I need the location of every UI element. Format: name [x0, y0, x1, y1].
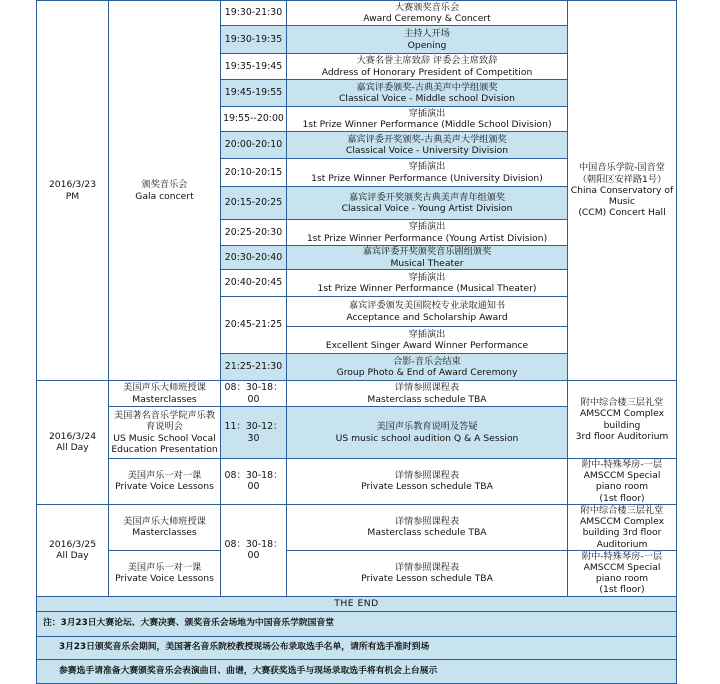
venue-line: AMSCCM Special piano room — [583, 470, 661, 493]
day24-date-cell — [37, 381, 109, 505]
gala-item-8 — [287, 220, 568, 246]
gala-venue-line: China Conservatory of Music — [570, 184, 674, 208]
schedule-table — [36, 0, 677, 684]
gala-item-11 — [287, 297, 568, 327]
gala-time-9: 20:30-20:40 — [221, 246, 287, 270]
day24-event-1 — [109, 407, 221, 459]
item-en: Private Lesson schedule TBA — [361, 481, 493, 493]
gala-venue-line: 中国音乐学院-国音堂 — [578, 162, 665, 174]
day24-item-1 — [287, 407, 568, 459]
gala-item-cn: 穿插演出 — [408, 221, 446, 233]
event-cn: 美国著名音乐学院声乐教育说明会 — [113, 410, 216, 433]
gala-item-cn: 嘉宾评委开奖颁奖音乐剧组颁奖 — [362, 246, 492, 258]
gala-item-en: Group Photo & End of Award Ceremony — [336, 367, 518, 378]
gala-item-en: 1st Prize Winner Performance (Middle School Division) — [302, 119, 552, 130]
day25-date: 2016/3/25 — [48, 539, 97, 551]
gala-item-cn: 穿插演出 — [408, 271, 446, 283]
gala-item-2 — [287, 54, 568, 80]
note-0: 注：3月23日大赛论坛、大赛决赛、颁奖音乐会场地为中国音乐学院国音堂 — [37, 611, 677, 636]
day24-venue-1 — [568, 381, 677, 459]
gala-item-en: Acceptance and Scholarship Award — [346, 311, 508, 323]
gala-event-en: Gala concert — [135, 190, 194, 202]
gala-item-en: Musical Theater — [390, 257, 464, 269]
day25-date-cell — [37, 504, 109, 596]
gala-item-4 — [287, 107, 568, 132]
gala-time-3: 19:45-19:55 — [221, 80, 287, 107]
gala-event-cn: 颁奖音乐会 — [141, 179, 188, 191]
day24-event-0 — [109, 381, 221, 407]
event-en: Masterclasses — [132, 527, 197, 539]
note-2: 参赛选手请准备大赛颁奖音乐会表演曲目、曲谱，大赛获奖选手与现场录取选手将有机会上台展示 — [37, 659, 677, 683]
venue-line: 附中-特殊琴房-一层 — [581, 459, 663, 470]
day24-venue-2 — [568, 459, 677, 505]
gala-venue-line: （朝阳区安祥路1号） — [577, 173, 667, 185]
item-cn: 详情参照课程表 — [394, 516, 460, 528]
gala-time-11: 20:45-21:25 — [221, 297, 287, 354]
gala-item-cn: 嘉宾评委颁发美国院校专业录取通知书 — [348, 300, 506, 312]
gala-item-en: Address of Honorary President of Competition — [321, 66, 533, 78]
venue-line: AMSCCM Complex building — [579, 408, 665, 431]
day24-date: 2016/3/24 — [48, 431, 97, 443]
gala-date: 2016/3/23 — [48, 179, 97, 191]
day25-time: 08：30-18：00 — [221, 504, 287, 596]
day24-event-2 — [109, 459, 221, 505]
day24-time-1: 11：30-12：30 — [221, 407, 287, 459]
venue-line: 附中-特殊琴房-一层 — [581, 550, 663, 562]
gala-item-0 — [287, 1, 568, 26]
gala-item-en: 1st Prize Winner Performance (Young Artist Division) — [306, 232, 548, 244]
day25-period: All Day — [56, 550, 89, 562]
gala-item-13 — [287, 354, 568, 381]
gala-item-1 — [287, 26, 568, 54]
event-en: Private Voice Lessons — [115, 481, 214, 493]
day24-time-2: 08：30-18：00 — [221, 459, 287, 505]
item-en: Masterclass schedule TBA — [367, 527, 487, 539]
gala-event-cell — [109, 1, 221, 381]
item-cn: 详情参照课程表 — [394, 470, 460, 482]
gala-item-3 — [287, 80, 568, 107]
day25-venue-0 — [568, 504, 677, 550]
item-en: Private Lesson schedule TBA — [361, 573, 493, 585]
gala-item-en: 1st Prize Winner Performance (Musical Theater) — [317, 283, 537, 294]
gala-item-cn: 穿插演出 — [408, 328, 446, 340]
venue-line: (1st floor) — [599, 584, 645, 596]
event-cn: 美国声乐一对一课 — [127, 561, 202, 573]
item-cn: 详情参照课程表 — [394, 382, 460, 394]
gala-item-7 — [287, 187, 568, 220]
gala-time-10: 20:40-20:45 — [221, 270, 287, 297]
gala-item-en: Award Ceremony & Concert — [363, 13, 491, 24]
gala-item-cn: 穿插演出 — [408, 107, 446, 119]
the-end: THE END — [37, 596, 677, 611]
gala-time-13: 21:25-21:30 — [221, 354, 287, 381]
gala-time-1: 19:30-19:35 — [221, 26, 287, 54]
gala-period: PM — [65, 190, 80, 202]
event-cn: 美国声乐大师班授课 — [123, 516, 206, 528]
venue-line: 附中综合楼三层礼堂 — [580, 397, 664, 409]
venue-line: AMSCCM Complex building 3rd floor Auditorium — [579, 516, 665, 550]
venue-line: 附中综合楼三层礼堂 — [580, 504, 664, 516]
item-en: Masterclass schedule TBA — [367, 393, 487, 405]
event-cn: 美国声乐一对一课 — [127, 470, 202, 482]
gala-item-en: Classical Voice - University Division — [345, 145, 509, 156]
day24-item-2 — [287, 459, 568, 505]
event-en: US Music School Vocal Education Presentation — [111, 432, 218, 455]
gala-time-6: 20:10-20:15 — [221, 159, 287, 187]
event-cn: 美国声乐大师班授课 — [123, 382, 206, 394]
gala-item-12 — [287, 327, 568, 354]
gala-time-2: 19:35-19:45 — [221, 54, 287, 80]
item-cn: 详情参照课程表 — [394, 561, 460, 573]
gala-time-8: 20:25-20:30 — [221, 220, 287, 246]
gala-venue-cell — [568, 1, 677, 381]
day24-item-0 — [287, 381, 568, 407]
gala-item-5 — [287, 132, 568, 159]
gala-venue-line: (CCM) Concert Hall — [578, 207, 666, 219]
venue-line: (1st floor) — [599, 492, 645, 504]
gala-item-6 — [287, 159, 568, 187]
item-cn: 美国声乐教育说明及答疑 — [376, 421, 478, 433]
day25-event-1 — [109, 550, 221, 596]
gala-item-cn: 大赛名誉主席致辞 评委会主席致辞 — [356, 55, 498, 67]
day25-venue-1 — [568, 550, 677, 596]
day25-item-1 — [287, 550, 568, 596]
item-en: US music school audition Q & A Session — [335, 432, 519, 444]
gala-item-en: Classical Voice - Middle school Dvision — [339, 93, 515, 104]
venue-line: AMSCCM Special piano room — [583, 561, 661, 585]
gala-time-4: 19:55--20:00 — [221, 107, 287, 132]
gala-item-en: 1st Prize Winner Performance (University Division) — [311, 172, 543, 184]
event-en: Masterclasses — [132, 393, 197, 405]
gala-item-cn: 穿插演出 — [408, 161, 446, 173]
gala-item-cn: 嘉宾评委开奖颁奖古典美声青年组颁奖 — [348, 191, 506, 203]
gala-item-9 — [287, 246, 568, 270]
gala-time-7: 20:15-20:25 — [221, 187, 287, 220]
venue-line: 3rd floor Auditorium — [575, 430, 669, 442]
gala-item-cn: 大赛颁奖音乐会 — [394, 1, 460, 13]
gala-item-en: Opening — [407, 39, 447, 51]
gala-item-en: Excellent Singer Award Winner Performance — [325, 340, 529, 351]
note-1: 3月23日颁奖音乐会期间，美国著名音乐院校教授现场公布录取选手名单，请所有选手准时到场 — [37, 636, 677, 659]
gala-item-cn: 合影-音乐会结束 — [393, 355, 461, 367]
gala-item-10 — [287, 270, 568, 297]
gala-time-0: 19:30-21:30 — [221, 1, 287, 26]
gala-item-cn: 主持人开场 — [404, 28, 450, 40]
day25-event-0 — [109, 504, 221, 550]
gala-date-cell — [37, 1, 109, 381]
gala-item-en: Classical Voice - Young Artist Division — [341, 203, 513, 214]
day25-item-0 — [287, 504, 568, 550]
day24-period: All Day — [56, 442, 89, 454]
gala-item-cn: 嘉宾评委颁奖-古典美声中学组颁奖 — [356, 81, 498, 93]
gala-item-cn: 嘉宾评委开奖颁奖-古典美声大学组颁奖 — [347, 133, 507, 145]
event-en: Private Voice Lessons — [115, 573, 214, 585]
gala-time-5: 20:00-20:10 — [221, 132, 287, 159]
day24-time-0: 08：30-18：00 — [221, 381, 287, 407]
